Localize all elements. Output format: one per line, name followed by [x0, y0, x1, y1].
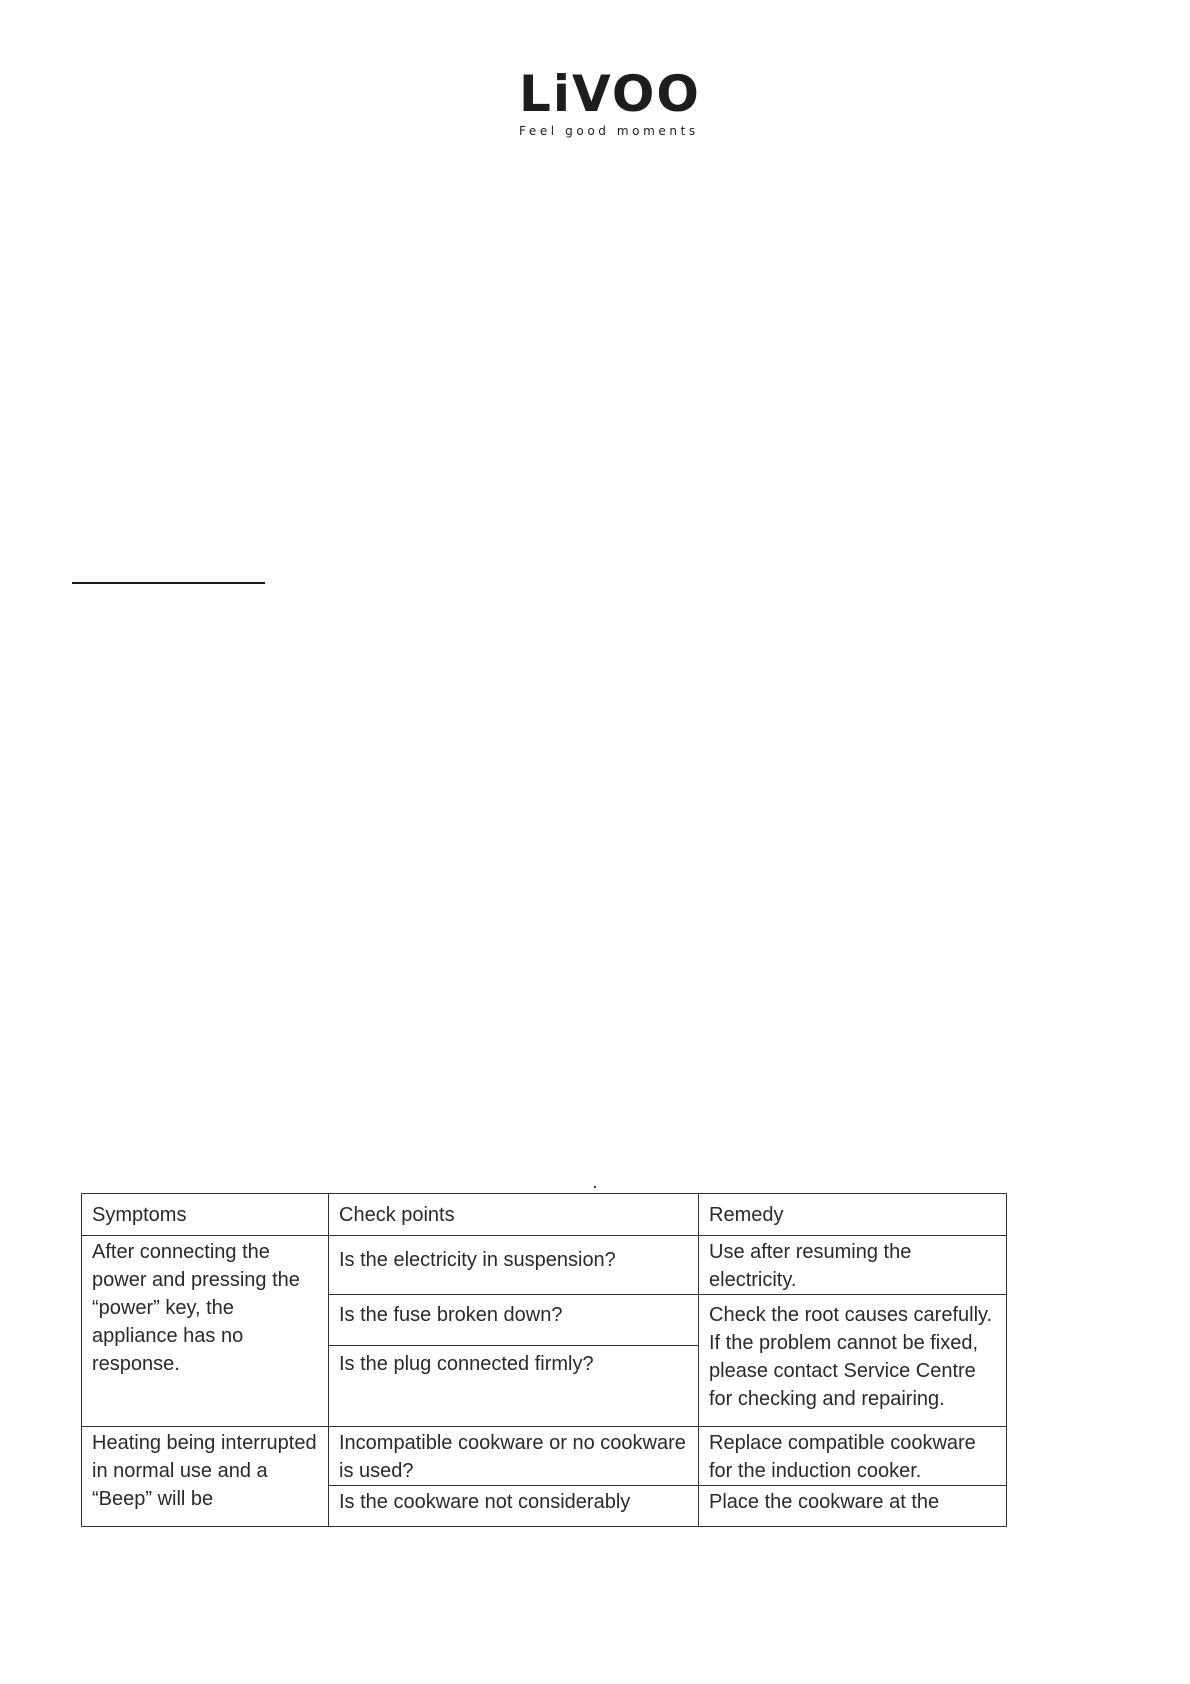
remedy-cell: Use after resuming the electricity.	[699, 1236, 1007, 1295]
symptom-cell: Heating being interrupted in normal use and a “Beep” will be	[82, 1427, 329, 1527]
brand-logo	[519, 65, 701, 138]
table-row	[82, 1236, 1007, 1295]
remedy-cell: Place the cookware at the	[699, 1486, 1007, 1527]
table-header-row	[82, 1194, 1007, 1236]
header-check-points: Check points	[329, 1194, 699, 1236]
check-cell: Is the cookware not considerably	[329, 1486, 699, 1527]
header-remedy: Remedy	[699, 1194, 1007, 1236]
table-row	[82, 1427, 1007, 1486]
logo-tagline: Feel good moments	[519, 124, 699, 138]
logo-wordmark: LiVOO	[519, 65, 701, 123]
header-symptoms: Symptoms	[82, 1194, 329, 1236]
remedy-cell: Check the root causes carefully. If the problem cannot be fixed, please contact Service Centre for checking and repairing.	[699, 1295, 1007, 1427]
symptom-cell: After connecting the power and pressing the “power” key, the appliance has no response.	[82, 1236, 329, 1427]
check-cell: Is the electricity in suspension?	[329, 1236, 699, 1295]
check-cell: Incompatible cookware or no cookware is used?	[329, 1427, 699, 1486]
check-cell: Is the plug connected firmly?	[329, 1346, 699, 1427]
check-cell: Is the fuse broken down?	[329, 1295, 699, 1346]
stray-dot	[594, 1186, 596, 1188]
remedy-cell: Replace compatible cookware for the induction cooker.	[699, 1427, 1007, 1486]
troubleshooting-table	[81, 1193, 1007, 1527]
section-heading-underline	[72, 582, 265, 584]
